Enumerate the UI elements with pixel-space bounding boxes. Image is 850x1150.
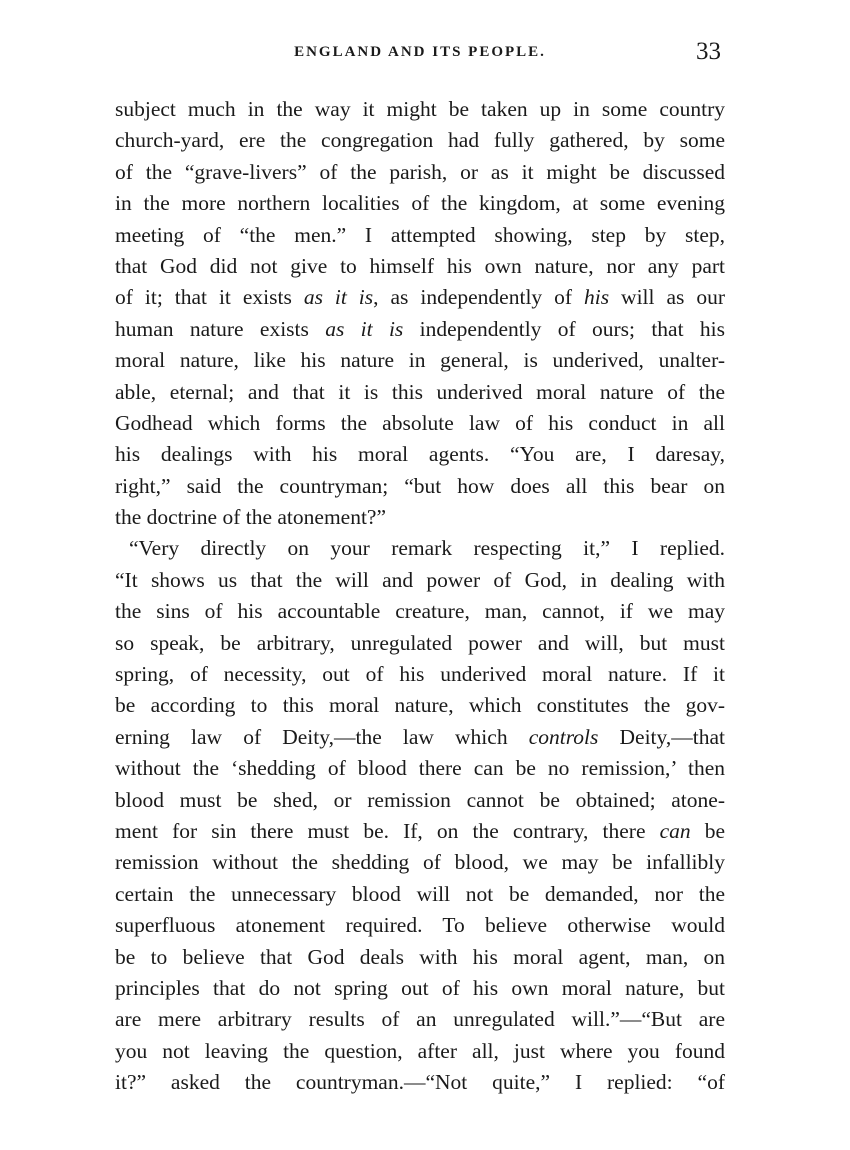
text-line — [115, 690, 725, 721]
text-line — [115, 408, 725, 439]
text-line — [115, 942, 725, 973]
text-line — [115, 565, 725, 596]
text-line — [115, 1004, 725, 1035]
text-segment: be according to this moral nature, which constitutes the gov- — [115, 693, 725, 718]
italic-text: as it is — [325, 316, 404, 341]
text-segment: blood must be shed, or remission cannot be obtained; atone- — [115, 787, 725, 812]
text-line — [115, 816, 725, 847]
text-segment: will as our — [609, 285, 725, 310]
text-segment: so speak, be arbitrary, unregulated power and will, but must — [115, 630, 725, 655]
text-line — [115, 377, 725, 408]
text-line — [115, 502, 725, 533]
text-line — [115, 282, 725, 313]
text-segment: that God did not give to himself his own nature, nor any part — [115, 253, 725, 278]
text-segment: remission without the shedding of blood, we may be infallibly — [115, 850, 725, 875]
text-segment: “It shows us that the will and power of God, in dealing with — [115, 567, 725, 592]
text-line — [115, 596, 725, 627]
text-line — [115, 345, 725, 376]
text-segment: his dealings with his moral agents. “You are, I daresay, — [115, 442, 725, 467]
text-segment: of the “grave-livers” of the parish, or as it might be discussed — [115, 159, 725, 184]
text-line — [115, 753, 725, 784]
text-segment: meeting of “the men.” I attempted showing, step by step, — [115, 222, 725, 247]
text-line — [115, 125, 725, 156]
text-segment: of it; that it exists — [115, 285, 304, 310]
running-head — [115, 38, 725, 74]
text-line — [115, 533, 725, 564]
text-line — [115, 1067, 725, 1098]
text-line — [115, 157, 725, 188]
text-line — [115, 879, 725, 910]
text-segment: superfluous atonement required. To believe otherwise would — [115, 913, 725, 938]
text-segment: the sins of his accountable creature, man, cannot, if we may — [115, 599, 725, 624]
text-segment: erning law of Deity,—the law which — [115, 724, 529, 749]
text-segment: the doctrine of the atonement?” — [115, 505, 387, 530]
text-line — [115, 628, 725, 659]
text-line — [115, 847, 725, 878]
text-segment: in the more northern localities of the kingdom, at some evening — [115, 191, 725, 216]
text-line — [115, 785, 725, 816]
text-segment: right,” said the countryman; “but how does all this bear on — [115, 473, 725, 498]
text-line — [115, 973, 725, 1004]
italic-text: can — [659, 818, 691, 843]
text-line — [115, 94, 725, 125]
text-segment: spring, of necessity, out of his underived moral nature. If it — [115, 662, 725, 687]
text-line — [115, 1036, 725, 1067]
text-segment: “Very directly on your remark respecting it,” I replied. — [129, 536, 725, 561]
italic-text: his — [584, 285, 610, 310]
text-segment: be to believe that God deals with his moral agent, man, on — [115, 944, 725, 969]
text-segment: human nature exists — [115, 316, 326, 341]
text-segment: able, eternal; and that it is this underived moral nature of the — [115, 379, 725, 404]
text-segment: independently of ours; that his — [403, 316, 725, 341]
page-number: 33 — [696, 38, 721, 65]
text-line — [115, 910, 725, 941]
body-text — [115, 94, 725, 1099]
text-segment: are mere arbitrary results of an unregulated will.”—“But are — [115, 1007, 725, 1032]
text-segment: subject much in the way it might be taken up in some country — [115, 97, 725, 121]
text-segment: certain the unnecessary blood will not be demanded, nor the — [115, 881, 725, 906]
text-line — [115, 188, 725, 219]
text-segment: principles that do not spring out of his own moral nature, but — [115, 975, 725, 1000]
italic-text: controls — [528, 724, 599, 749]
text-segment: be — [690, 818, 726, 843]
text-segment: , as independently of — [373, 285, 584, 310]
text-line — [115, 471, 725, 502]
text-segment: ment for sin there must be. If, on the contrary, there — [115, 818, 660, 843]
text-segment: church-yard, ere the congregation had fully gathered, by some — [115, 128, 725, 153]
text-line — [115, 439, 725, 470]
text-segment: moral nature, like his nature in general, is underived, unalter- — [115, 348, 725, 373]
running-title: ENGLAND AND ITS PEOPLE. — [294, 44, 546, 60]
text-segment: Deity,—that — [598, 724, 725, 749]
text-segment: without the ‘shedding of blood there can be no remission,’ then — [115, 756, 725, 781]
text-segment: Godhead which forms the absolute law of his conduct in all — [115, 410, 725, 435]
text-segment: you not leaving the question, after all, just where you found — [115, 1038, 725, 1063]
text-line — [115, 251, 725, 282]
text-line — [115, 314, 725, 345]
italic-text: as it is — [303, 285, 374, 310]
text-line — [115, 220, 725, 251]
text-segment: it?” asked the countryman.—“Not quite,” I replied: “of — [115, 1070, 725, 1095]
text-line — [115, 659, 725, 690]
text-line — [115, 722, 725, 753]
